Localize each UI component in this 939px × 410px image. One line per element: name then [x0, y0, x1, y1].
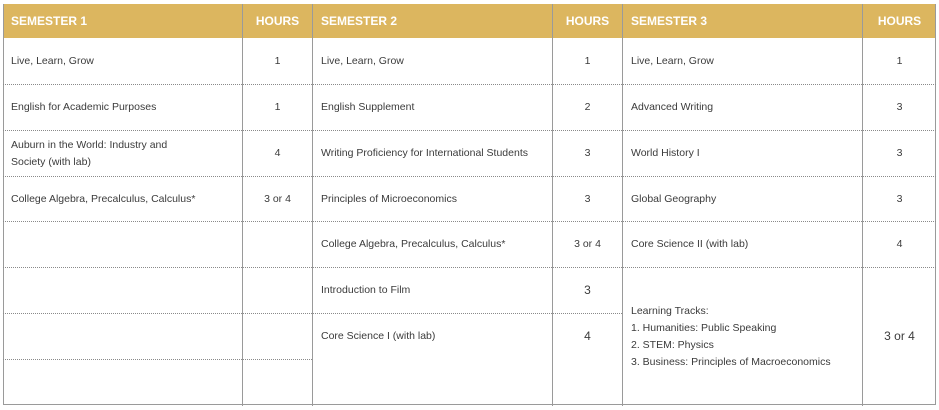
- sem2-hours-2: 2: [584, 101, 591, 113]
- sem2-hours-1: 1: [584, 55, 591, 67]
- course-schedule-table: [3, 4, 936, 406]
- sem1-hours-1: 1: [274, 55, 281, 67]
- row-divider: [243, 313, 312, 314]
- learning-track-item: 3. Business: Principles of Macroeconomics: [631, 355, 831, 368]
- sem3-course-4: Global Geography: [631, 192, 717, 205]
- sem2-hours-4: 3: [584, 192, 591, 205]
- learning-tracks-hours: 3 or 4: [884, 329, 915, 343]
- sem1-course-4: College Algebra, Precalculus, Calculus*: [11, 192, 196, 205]
- sem1-hours-2: 1: [274, 101, 281, 113]
- row-divider: [243, 359, 312, 360]
- sem3-course-1: Live, Learn, Grow: [631, 55, 714, 67]
- sem1-course-3: Auburn in the World: Industry and Society (with lab): [11, 138, 168, 168]
- header-hours-3: HOURS: [863, 4, 936, 38]
- sem3-hours-2: 3: [896, 101, 903, 113]
- header-semester-3: SEMESTER 3: [623, 4, 862, 38]
- row-divider: [243, 267, 312, 268]
- sem3-course-5: Core Science II (with lab): [631, 238, 749, 250]
- row-divider: [3, 221, 242, 222]
- header-semester-1: SEMESTER 1: [3, 4, 242, 38]
- learning-track-item: 1. Humanities: Public Speaking: [631, 321, 777, 334]
- header-hours-2: HOURS: [553, 4, 622, 38]
- sem1-course-2: English for Academic Purposes: [11, 101, 157, 113]
- sem2-course-6: Introduction to Film: [321, 284, 411, 296]
- sem2-course-5: College Algebra, Precalculus, Calculus*: [321, 238, 506, 250]
- sem2-hours-5: 3 or 4: [574, 238, 601, 250]
- sem2-course-3: Writing Proficiency for International Students: [321, 147, 528, 159]
- row-divider: [243, 221, 312, 222]
- learning-tracks: [623, 268, 862, 405]
- sem3-hours-3: 3: [896, 147, 903, 159]
- header-hours-1: HOURS: [243, 4, 312, 38]
- sem3-hours-5: 4: [896, 238, 903, 250]
- sem3-hours-1: 1: [896, 55, 903, 67]
- learning-track-item: 2. STEM: Physics: [631, 338, 714, 351]
- sem2-course-7: Core Science I (with lab): [321, 330, 436, 342]
- row-divider: [3, 359, 242, 360]
- learning-tracks-title: Learning Tracks:: [631, 304, 709, 317]
- sem1-hours-3: 4: [274, 147, 281, 159]
- sem2-course-4: Principles of Microeconomics: [321, 192, 457, 205]
- sem2-course-1: Live, Learn, Grow: [321, 55, 404, 67]
- header-semester-2: SEMESTER 2: [313, 4, 552, 38]
- row-divider: [3, 267, 242, 268]
- sem3-course-3: World History I: [631, 147, 700, 159]
- sem3-course-2: Advanced Writing: [631, 101, 714, 113]
- sem2-hours-3: 3: [584, 147, 591, 159]
- sem2-hours-6: 3: [584, 283, 591, 297]
- sem2-course-2: English Supplement: [321, 101, 415, 113]
- sem3-hours-4: 3: [896, 192, 903, 205]
- sem1-course-1: Live, Learn, Grow: [11, 55, 94, 67]
- sem2-hours-7: 4: [584, 329, 591, 343]
- sem1-hours-4: 3 or 4: [264, 192, 291, 205]
- row-divider: [3, 313, 242, 314]
